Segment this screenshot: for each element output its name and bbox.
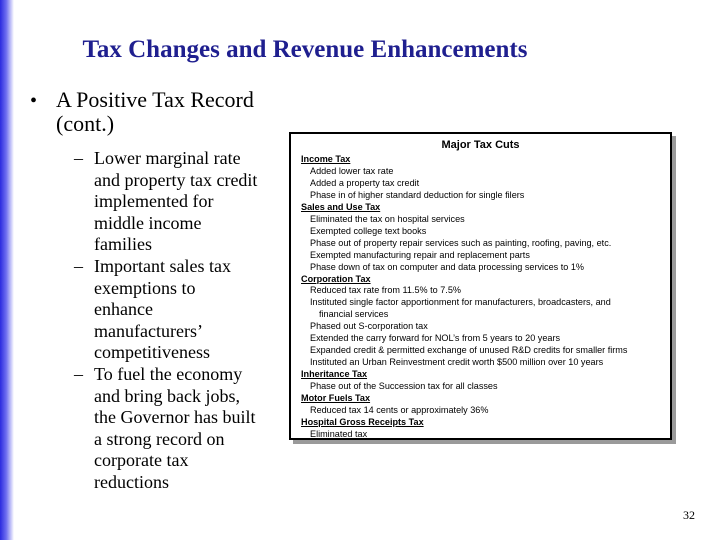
sub-bullet-line: and property tax credit	[94, 169, 258, 190]
page-number: 32	[683, 508, 695, 522]
sub-bullet-line: middle income	[94, 212, 202, 233]
dash-icon: –	[74, 148, 83, 168]
sub-bullet-line: Important sales tax	[94, 255, 231, 276]
category-item: Exempted college text books	[310, 225, 427, 236]
main-bullet-line: A Positive Tax Record	[56, 87, 254, 112]
sub-bullet-list	[74, 148, 274, 494]
category-heading: Corporation Tax	[301, 273, 371, 284]
slide-title: Tax Changes and Revenue Enhancements	[82, 36, 528, 63]
sub-bullet-item	[74, 256, 274, 364]
sub-bullet-line: and bring back jobs,	[94, 385, 240, 406]
category-item: Added a property tax credit	[310, 177, 420, 188]
category-item: Phase down of tax on computer and data processing services to 1%	[310, 261, 584, 272]
dash-icon: –	[74, 363, 83, 384]
category-item: Reduced tax 14 cents or approximately 36%	[310, 405, 489, 416]
category-heading: Income Tax	[301, 154, 351, 164]
category-item: Instituted single factor apportionment for manufacturers, broadcasters, and	[310, 297, 611, 308]
sub-bullet-line: the Governor has built	[94, 407, 256, 428]
bullet-dot-icon: •	[30, 90, 38, 112]
major-tax-cuts-box	[289, 132, 672, 440]
category-item: Expanded credit & permitted exchange of unused R&D credits for smaller firms	[310, 345, 628, 356]
category-item: Extended the carry forward for NOL’s from 5 years to 20 years	[310, 333, 561, 344]
sub-bullet-line: corporate tax	[94, 450, 189, 471]
tax-box-body	[301, 154, 666, 441]
sub-bullet-line: families	[94, 234, 152, 255]
main-bullet-text	[56, 88, 296, 136]
category-item: Added lower tax rate	[310, 165, 394, 176]
category-item: Instituted an Urban Reinvestment credit worth $500 million over 10 years	[310, 357, 604, 368]
sub-bullet-line: reductions	[94, 471, 169, 492]
category-heading: Sales and Use Tax	[301, 201, 381, 212]
category-item: Exempted manufacturing repair and replacement parts	[310, 249, 530, 260]
category-heading: Inheritance Tax	[301, 369, 368, 380]
tax-box-title: Major Tax Cuts	[441, 139, 520, 151]
category-item: Phase out of property repair services such as painting, roofing, paving, etc.	[310, 237, 612, 248]
category-item: Eliminated tax	[310, 428, 368, 439]
category-item: Reduced tax rate from 11.5% to 7.5%	[310, 285, 461, 296]
sub-bullet-line: Lower marginal rate	[94, 148, 241, 168]
sub-bullet-line: implemented for	[94, 191, 214, 212]
sub-bullet-line: To fuel the economy	[94, 363, 243, 384]
sub-bullet-item	[74, 148, 274, 256]
category-item-continuation: financial services	[319, 309, 389, 320]
category-item: Eliminated the tax on hospital services	[310, 213, 465, 224]
category-item: Phase in of higher standard deduction for single filers	[310, 189, 525, 200]
dash-icon: –	[74, 255, 83, 276]
sub-bullet-line: exemptions to	[94, 277, 196, 298]
sub-bullet-item	[74, 364, 274, 494]
category-heading: Motor Fuels Tax	[301, 393, 371, 404]
sub-bullet-line: a strong record on	[94, 428, 225, 449]
sub-bullet-line: manufacturers’	[94, 320, 203, 341]
main-bullet-line: (cont.)	[56, 111, 115, 136]
category-heading: Hospital Gross Receipts Tax	[301, 416, 424, 427]
category-item: Phase out of the Succession tax for all classes	[310, 381, 498, 392]
sub-bullet-line: enhance	[94, 299, 153, 320]
category-item: Phased out S-corporation tax	[310, 321, 428, 332]
sub-bullet-line: competitiveness	[94, 342, 210, 363]
slide-accent-bar	[0, 0, 14, 540]
